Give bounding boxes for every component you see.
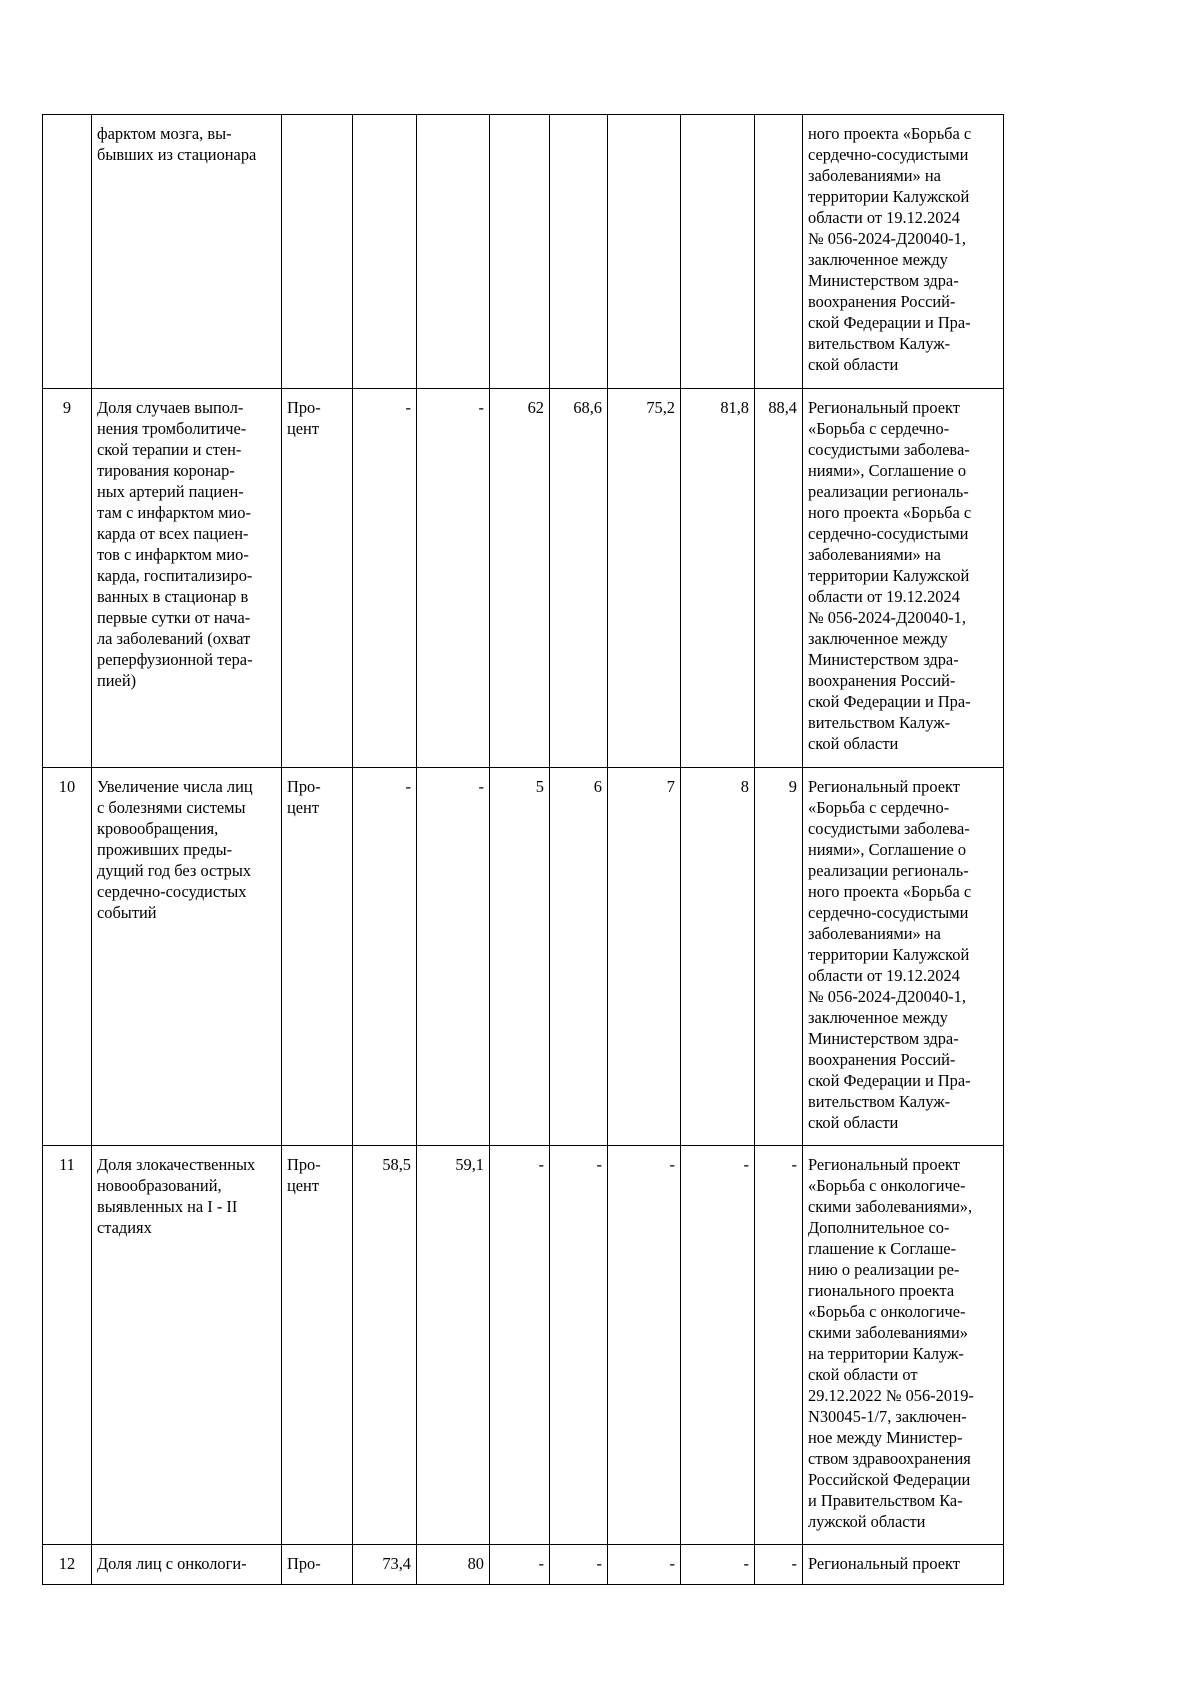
value-cell (490, 115, 550, 389)
value-cell: 5 (490, 768, 550, 1146)
source-cell: Региональный проект «Борьба с сердечно- сосудистыми заболева- ниями», Соглашение о реализации региональ- ного проекта «Борьба с сердечно-сосудистыми заболеваниями» на территории Калужской области от 19.12.2024 № 056-2024-Д20040-1, заключенное между Министерством здра- воохранения Россий- ской Федерации и Пра- вительством Калуж- ской области (803, 768, 1004, 1146)
row-index: 9 (43, 389, 92, 768)
value-cell: 62 (490, 389, 550, 768)
value-cell: 80 (417, 1545, 490, 1585)
value-cell: 75,2 (608, 389, 681, 768)
value-cell (550, 115, 608, 389)
row-index (43, 115, 92, 389)
value-cell: - (490, 1146, 550, 1545)
table-row (43, 1146, 1004, 1545)
value-cell: - (417, 389, 490, 768)
value-cell: 8 (681, 768, 755, 1146)
row-index: 12 (43, 1545, 92, 1585)
value-cell: 7 (608, 768, 681, 1146)
value-cell: - (755, 1146, 803, 1545)
indicator-name: Доля случаев выпол- нения тромболитиче- ской терапии и стен- тирования коронар- ных артерий пациен- там с инфарктом мио- карда от всех пациен- тов с инфарктом мио- карда, госпитализиро- ванных в стационар в первые сутки от нача- ла заболеваний (охват реперфузионной тера- пией) (92, 389, 282, 768)
value-cell (417, 115, 490, 389)
table-row (43, 115, 1004, 389)
value-cell: - (755, 1545, 803, 1585)
value-cell: 6 (550, 768, 608, 1146)
source-cell: Региональный проект «Борьба с онкологиче- скими заболеваниями», Дополнительное со- глашение к Соглаше- нию о реализации ре- гионального проекта «Борьба с онкологиче- скими заболеваниями» на территории Калуж- ской области от 29.12.2022 № 056-2019- N30045-1/7, заключен- ное между Министер- ством здравоохранения Российской Федерации и Правительством Ка- лужской области (803, 1146, 1004, 1545)
indicator-name: Доля лиц с онкологи- (92, 1545, 282, 1585)
source-cell: ного проекта «Борьба с сердечно-сосудистыми заболеваниями» на территории Калужской области от 19.12.2024 № 056-2024-Д20040-1, заключенное между Министерством здра- воохранения Россий- ской Федерации и Пра- вительством Калуж- ской области (803, 115, 1004, 389)
value-cell: - (681, 1545, 755, 1585)
table-row (43, 1545, 1004, 1585)
value-cell: - (550, 1146, 608, 1545)
row-index: 10 (43, 768, 92, 1146)
value-cell (353, 115, 417, 389)
table-body (43, 115, 1004, 1585)
value-cell: - (550, 1545, 608, 1585)
value-cell: 68,6 (550, 389, 608, 768)
value-cell: 9 (755, 768, 803, 1146)
value-cell: 88,4 (755, 389, 803, 768)
value-cell: - (608, 1545, 681, 1585)
value-cell: 73,4 (353, 1545, 417, 1585)
table-row (43, 768, 1004, 1146)
unit-cell: Про- цент (282, 1146, 353, 1545)
value-cell (681, 115, 755, 389)
value-cell: 81,8 (681, 389, 755, 768)
value-cell: 59,1 (417, 1146, 490, 1545)
value-cell: 58,5 (353, 1146, 417, 1545)
value-cell (608, 115, 681, 389)
unit-cell (282, 115, 353, 389)
value-cell: - (353, 389, 417, 768)
row-index: 11 (43, 1146, 92, 1545)
indicator-name: Увеличение числа лиц с болезнями системы кровообращения, проживших преды- дущий год без острых сердечно-сосудистых событий (92, 768, 282, 1146)
unit-cell: Про- цент (282, 768, 353, 1146)
unit-cell: Про- (282, 1545, 353, 1585)
indicator-name: фарктом мозга, вы- бывших из стационара (92, 115, 282, 389)
value-cell: - (608, 1146, 681, 1545)
table-row (43, 389, 1004, 768)
indicators-table (42, 114, 1004, 1585)
source-cell: Региональный проект «Борьба с сердечно- сосудистыми заболева- ниями», Соглашение о реализации региональ- ного проекта «Борьба с сердечно-сосудистыми заболеваниями» на территории Калужской области от 19.12.2024 № 056-2024-Д20040-1, заключенное между Министерством здра- воохранения Россий- ской Федерации и Пра- вительством Калуж- ской области (803, 389, 1004, 768)
value-cell: - (417, 768, 490, 1146)
indicator-name: Доля злокачественных новообразований, выявленных на I - II стадиях (92, 1146, 282, 1545)
value-cell (755, 115, 803, 389)
unit-cell: Про- цент (282, 389, 353, 768)
source-cell: Региональный проект (803, 1545, 1004, 1585)
value-cell: - (353, 768, 417, 1146)
value-cell: - (490, 1545, 550, 1585)
value-cell: - (681, 1146, 755, 1545)
